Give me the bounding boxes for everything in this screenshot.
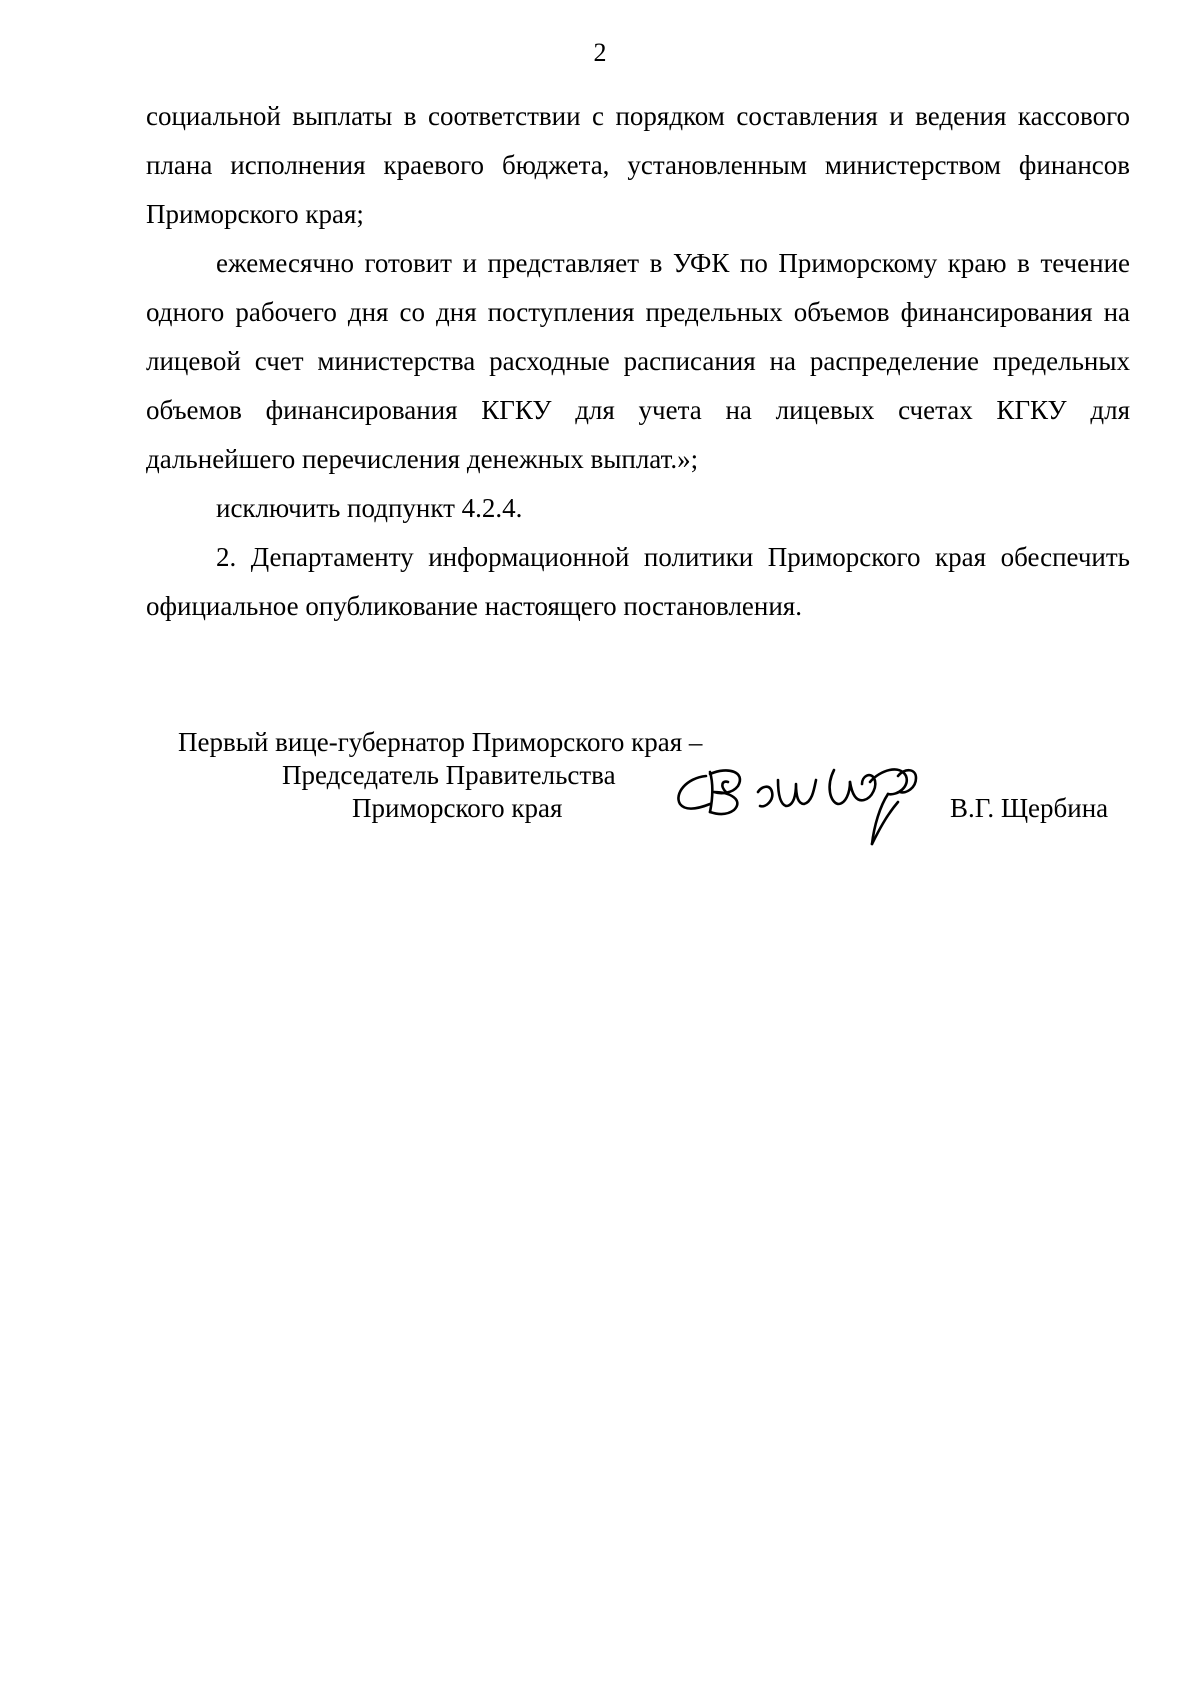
signatory-title-line-2: Председатель Правительства xyxy=(282,760,616,790)
page-number: 2 xyxy=(593,38,607,67)
signatory-name: В.Г. Щербина xyxy=(950,793,1109,823)
paragraph-2: ежемесячно готовит и представляет в УФК по Приморскому краю в течение одного рабочего дня со дня поступления предельных объемов финансирования на лицевой счет министерства расходные расписания на распределение предельных объемов финансирования КГКУ для учета на лицевых счетах КГКУ для дальнейшего перечисления денежных выплат.»; xyxy=(146,248,1130,474)
paragraph-3: исключить подпункт 4.2.4. xyxy=(216,493,523,523)
paragraph-4: 2. Департаменту информационной политики Приморского края обеспечить официальное опубликование настоящего постановления. xyxy=(146,542,1130,621)
signature-block xyxy=(146,726,1130,866)
paragraph-1: социальной выплаты в соответствии с порядком составления и ведения кассового плана исполнения краевого бюджета, установленным министерством финансов Приморского края; xyxy=(146,101,1130,229)
signatory-title-line-3: Приморского края xyxy=(352,793,563,823)
signatory-title-line-1: Первый вице-губернатор Приморского края – xyxy=(178,727,703,757)
document-body xyxy=(146,92,1130,631)
handwritten-signature xyxy=(666,746,976,856)
